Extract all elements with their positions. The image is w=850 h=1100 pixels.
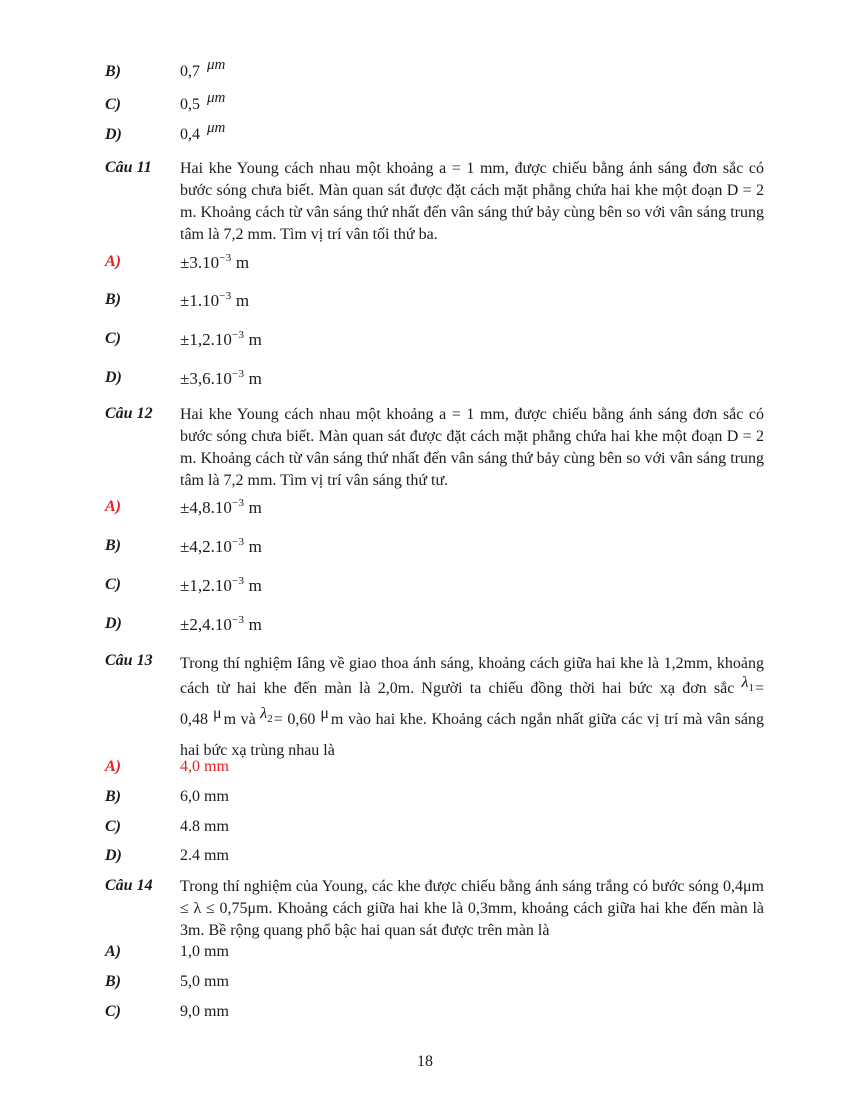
page-number: 18 — [417, 1053, 433, 1070]
option-value: 5,0 mm — [180, 973, 229, 990]
question-label: Câu 13 — [105, 652, 153, 669]
meter-unit: m — [248, 498, 262, 517]
lambda-2-symbol: $\lambda_2$ — [260, 705, 273, 726]
question-14 — [105, 876, 765, 942]
option-row — [105, 1003, 790, 1027]
option-value — [180, 90, 226, 114]
micrometer-unit: μm — [207, 90, 226, 106]
option-row — [105, 120, 790, 150]
option-value-correct: 4,0 mm — [180, 758, 229, 775]
option-value: 2.4 mm — [180, 847, 229, 864]
formula-exponent: −3 — [231, 536, 245, 548]
option-row — [105, 330, 790, 354]
question-12 — [105, 404, 765, 492]
option-row — [105, 847, 790, 871]
option-row — [105, 369, 790, 393]
question-label: Câu 14 — [105, 877, 153, 894]
option-label: D) — [105, 126, 122, 143]
formula-base: ±1.10 — [180, 291, 220, 310]
text-segment: vào hai khe. Khoảng cách ngắn nhất giữa các vị trí mà vân sáng hai bức xạ trùng nhau là — [180, 711, 764, 760]
meter-unit: m — [235, 253, 250, 272]
option-value — [180, 537, 262, 557]
text-segment: Trong thí nghiệm Iâng về giao thoa ánh sáng, khoảng cách giữa hai khe là 1,2mm, khoảng cách từ hai khe đến màn là 2,0m. Người ta chiếu đồng thời hai bức xạ đơn sắc — [180, 655, 764, 697]
formula-base: ±2,4.10 — [180, 615, 232, 634]
formula-exponent: −3 — [231, 368, 245, 380]
mu-symbol: μ — [213, 705, 222, 723]
option-row — [105, 253, 790, 277]
option-value: 4.8 mm — [180, 818, 229, 835]
question-text: Trong thí nghiệm của Young, các khe được chiếu bằng ánh sáng trắng có bước sóng 0,4μm ≤ λ ≤ 0,75μm. Khoảng cách giữa hai khe là 0,3mm, khoảng cách giữa hai khe đến màn là 3m. Bề rộng quang phổ bậc hai quan sát được trên màn là — [180, 878, 764, 939]
formula-base: ±4,2.10 — [180, 537, 232, 556]
option-label: C) — [105, 576, 121, 593]
formula-exponent: −3 — [219, 290, 232, 302]
option-value — [180, 57, 226, 81]
question-11 — [105, 158, 765, 246]
option-label: B) — [105, 788, 121, 805]
formula-exponent: −3 — [219, 252, 232, 264]
question-label: Câu 12 — [105, 405, 153, 422]
question-text: Hai khe Young cách nhau một khoảng a = 1 mm, được chiếu bằng ánh sáng đơn sắc có bước sóng chưa biết. Màn quan sát được đặt cách mặt phẳng chứa hai khe một đoạn D = 2 m. Khoảng cách từ vân sáng thứ nhất đến vân sáng thứ bảy cùng bên so với vân sáng trung tâm là 7,2 mm. Tìm vị trí vân tối thứ ba. — [180, 160, 764, 243]
option-number: 0,5 — [180, 96, 200, 113]
option-label: B) — [105, 537, 121, 554]
formula-equals: = 0,60 — [273, 711, 316, 729]
option-value — [180, 330, 262, 350]
formula-exponent: −3 — [231, 329, 245, 341]
formula-base: ±1,2.10 — [180, 576, 232, 595]
micrometer-unit: μm — [207, 57, 226, 73]
option-value — [180, 369, 262, 389]
option-label: C) — [105, 818, 121, 835]
formula-exponent: −3 — [231, 575, 245, 587]
option-label: A) — [105, 943, 121, 960]
option-label-correct: A) — [105, 758, 121, 775]
formula-exponent: −3 — [231, 497, 245, 509]
formula-exponent: −3 — [231, 614, 245, 626]
option-row — [105, 818, 790, 842]
option-row — [105, 788, 790, 812]
meter-unit: m — [248, 330, 262, 349]
formula-equals: = 0,48 — [180, 680, 764, 729]
option-row — [105, 615, 790, 639]
micrometer-unit: μm — [207, 120, 226, 136]
lambda-1-symbol: $\lambda_1$ — [741, 674, 754, 695]
meter-unit: m — [223, 711, 237, 729]
option-number: 0,4 — [180, 126, 200, 143]
mu-symbol: μ — [320, 705, 329, 723]
option-number: 0,7 — [180, 63, 200, 80]
option-label-correct: A) — [105, 253, 121, 270]
option-label: C) — [105, 96, 121, 113]
option-label: B) — [105, 63, 121, 80]
option-label-correct: A) — [105, 498, 121, 515]
formula-base: ±1,2.10 — [180, 330, 232, 349]
formula-base: ±3.10 — [180, 253, 220, 272]
option-label: B) — [105, 973, 121, 990]
formula-base: ±4,8.10 — [180, 498, 232, 517]
option-value: 1,0 mm — [180, 943, 229, 960]
question-label: Câu 11 — [105, 159, 152, 176]
option-value: 6,0 mm — [180, 788, 229, 805]
option-value — [180, 498, 262, 518]
meter-unit: m — [248, 576, 262, 595]
option-label: D) — [105, 369, 122, 386]
option-row — [105, 90, 790, 120]
formula-base: ±3,6.10 — [180, 369, 232, 388]
option-label: C) — [105, 1003, 121, 1020]
meter-unit: m — [248, 615, 262, 634]
option-row — [105, 291, 790, 315]
text-segment: và — [236, 711, 261, 729]
meter-unit: m — [248, 369, 262, 388]
question-13 — [105, 651, 765, 763]
option-row — [105, 576, 790, 600]
option-value — [180, 120, 226, 144]
option-row — [105, 498, 790, 522]
option-row — [105, 758, 790, 782]
meter-unit: m — [235, 291, 250, 310]
option-label: C) — [105, 330, 121, 347]
option-row — [105, 57, 790, 87]
option-label: B) — [105, 291, 121, 308]
option-value — [180, 291, 249, 311]
option-label: D) — [105, 615, 122, 632]
meter-unit: m — [330, 711, 344, 729]
question-text — [180, 651, 764, 763]
option-value: 9,0 mm — [180, 1003, 229, 1020]
meter-unit: m — [248, 537, 262, 556]
option-row — [105, 943, 790, 967]
option-value — [180, 576, 262, 596]
question-text: Hai khe Young cách nhau một khoảng a = 1 mm, được chiếu bằng ánh sáng đơn sắc có bước sóng chưa biết. Màn quan sát được đặt cách mặt phẳng chứa hai khe một đoạn D = 2 m. Khoảng cách từ vân sáng thứ nhất đến vân sáng thứ bảy cùng bên so với vân sáng trung tâm là 7,2 mm. Tìm vị trí vân sáng thứ tư. — [180, 406, 764, 489]
option-row — [105, 973, 790, 997]
option-row — [105, 537, 790, 561]
option-value — [180, 615, 262, 635]
option-value — [180, 253, 249, 273]
option-label: D) — [105, 847, 122, 864]
